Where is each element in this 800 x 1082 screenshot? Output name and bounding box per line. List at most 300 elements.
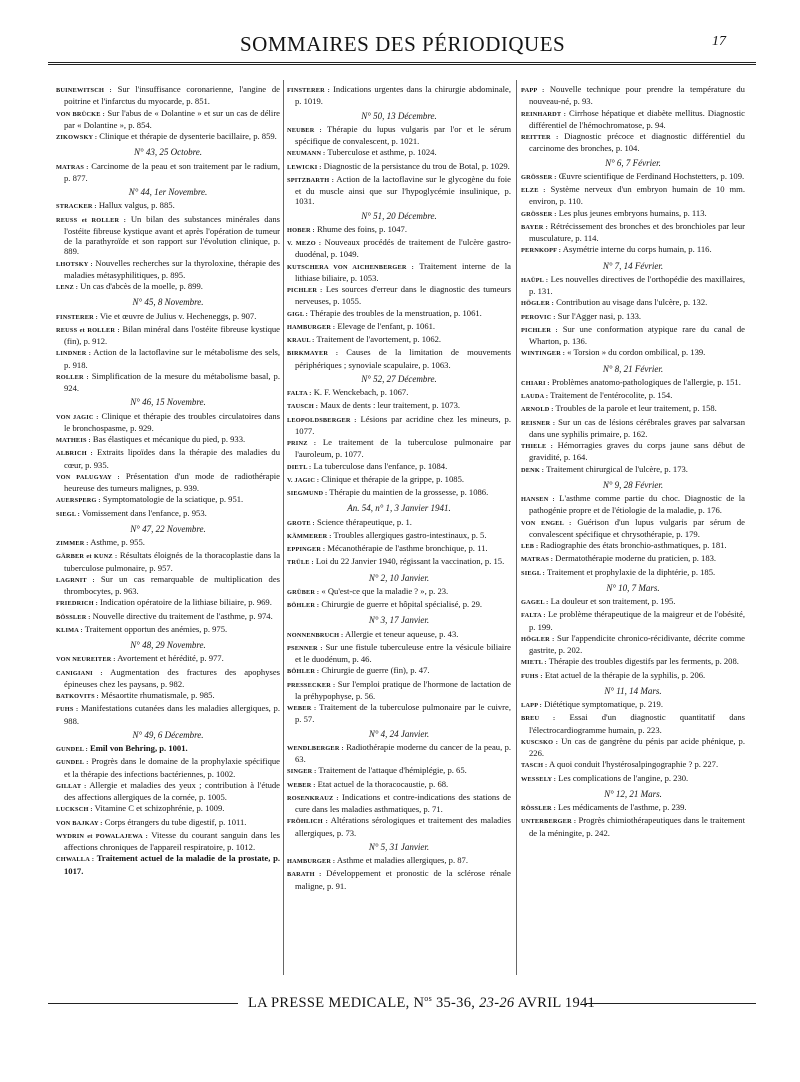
- article-entry: [521, 84, 745, 107]
- author-name: WINTINGER :: [521, 350, 566, 358]
- author-name: BIRKMAYER :: [287, 350, 339, 358]
- article-entry: [287, 161, 511, 173]
- article-title: Contribution au visage dans l'ulcère, p. 132.: [553, 297, 708, 308]
- article-title: Traitement de l'avortement, p. 1062.: [314, 334, 442, 344]
- article-title: Progrès dans le domaine de la prophylaxie spécifique et la thérapie des infections bactériennes, p. 1002.: [64, 756, 280, 779]
- article-entry: [521, 208, 745, 220]
- article-title: Vomissement dans l'enfance, p. 953.: [79, 507, 207, 518]
- article-title: La tuberculose dans l'enfance, p. 1084.: [311, 460, 448, 471]
- author-name: BAYER :: [521, 223, 548, 231]
- article-title: Causes de la limitation de mouvements périphériques ; synoviale scapulaire, p. 1063.: [295, 347, 511, 370]
- article-title: Vitesse du courant sanguin dans les affections chroniques de l'appareil respiratoire, p. 1012.: [64, 829, 280, 852]
- article-entry: [56, 743, 280, 755]
- author-name: LAPP :: [521, 702, 542, 709]
- author-name: EPPINGER :: [287, 546, 326, 553]
- article-title: Les plus jeunes embryons humains, p. 113.: [556, 207, 707, 218]
- article-entry: [287, 868, 511, 891]
- article-entry: [521, 802, 745, 814]
- author-name: SIEGL :: [521, 569, 545, 577]
- article-entry: [287, 599, 511, 611]
- article-title: Nouvelle technique pour prendre la température du nouveau-né, p. 93.: [529, 84, 745, 107]
- author-name: HÖGLER :: [521, 635, 555, 643]
- author-name: REITTER :: [521, 134, 559, 141]
- article-title: Maux de dents : leur traitement, p. 1073.: [318, 400, 461, 411]
- article-title: Chirurgie de guerre (fin), p. 47.: [319, 665, 430, 676]
- article-title: Sur l'insuffisance coronarienne, l'angine de poitrine et l'infarctus du myocarde, p. 851.: [64, 84, 280, 107]
- author-name: DIETL :: [287, 463, 312, 471]
- issue-heading: N° 48, 29 Novembre.: [130, 640, 206, 650]
- author-name: VON BAJKAY :: [56, 819, 103, 827]
- article-title: Traitement opportun des anémies, p. 975.: [82, 623, 228, 634]
- article-title: Traitement de la tuberculose pulmonaire par le cuivre, p. 57.: [295, 702, 512, 725]
- article-title: Loi du 22 Janvier 1940, régissant la vaccination, p. 15.: [313, 556, 505, 567]
- article-entry: [287, 530, 511, 542]
- article-title: Asymétrie interne du corps humain, p. 116.: [561, 244, 712, 255]
- author-name: LUCKSCH :: [56, 806, 93, 814]
- article-title: Nouvelles recherches sur la thyroloxine, thérapie des maladies métasyphilitiques, p. 895.: [64, 257, 280, 280]
- author-name: ZIKOWSKY :: [56, 134, 98, 141]
- article-title: Sur l'emploi pratique de l'hormone de lactation de la préhypophyse, p. 56.: [295, 678, 512, 701]
- article-title: Les sources d'erreur dans le diagnostic des tumeurs nerveuses, p. 1055.: [295, 284, 511, 307]
- author-name: GRÖSSER :: [521, 210, 557, 218]
- author-name: BARATH :: [287, 871, 322, 879]
- author-name: AUERSPERG :: [56, 497, 101, 505]
- article-title: Bilan minéral dans l'ostéite fibreuse kystique (fin), p. 912.: [64, 323, 280, 346]
- issue-heading: N° 46, 15 Novembre.: [130, 397, 206, 408]
- author-name: LEWICKI :: [287, 163, 322, 171]
- article-entry: [56, 690, 280, 702]
- article-title: Rhume des foins, p. 1047.: [314, 223, 407, 234]
- article-entry: [287, 702, 511, 725]
- article-entry: [287, 742, 511, 765]
- article-entry: [56, 447, 280, 470]
- author-name: LINDNER :: [56, 350, 92, 358]
- author-name: ALBRICH :: [56, 450, 93, 458]
- article-entry: [521, 596, 745, 608]
- article-entry: [287, 815, 511, 838]
- article-title: K. F. Wenckebach, p. 1067.: [311, 387, 409, 397]
- article-entry: [287, 629, 511, 641]
- article-entry: [56, 200, 280, 212]
- author-name: V. JAGIC :: [287, 476, 320, 484]
- article-title: Œuvre scientifique de Ferdinand Hochstetters, p. 109.: [556, 170, 745, 181]
- article-title: Sur une fistule tuberculeuse entre la vésicule biliaire et le duodénum, p. 46.: [295, 641, 511, 664]
- author-name: FUHS :: [521, 672, 543, 680]
- author-name: FUHS :: [56, 706, 79, 714]
- author-name: BÖHLER :: [287, 668, 320, 676]
- author-name: REUSS et ROLLER :: [56, 216, 127, 224]
- article-entry: [521, 403, 745, 415]
- author-name: HANSEN :: [521, 496, 555, 503]
- author-name: THIELE :: [521, 443, 553, 450]
- article-title: Simplification de la mesure du métabolisme basal, p. 924.: [64, 370, 280, 393]
- article-title: Nouvelle directive du traitement de l'asthme, p. 974.: [90, 610, 273, 621]
- issue-heading: N° 43, 25 Octobre.: [133, 147, 202, 158]
- author-name: LHOTSKY :: [56, 260, 93, 268]
- author-name: UNTERBERGER :: [521, 818, 577, 826]
- article-entry: [56, 756, 280, 779]
- article-entry: [56, 667, 280, 690]
- article-title: Progrès chimiothérapeutiques dans le traitement de la méningite, p. 242.: [529, 815, 745, 838]
- author-name: PEROVIC :: [521, 313, 556, 321]
- author-name: VON ENGEL :: [521, 519, 572, 527]
- article-entry: [287, 461, 511, 473]
- article-entry: [56, 108, 280, 131]
- article-entry: [521, 464, 745, 476]
- author-name: SIEGL :: [56, 510, 80, 518]
- author-name: VON BRÜCKE :: [56, 110, 105, 118]
- author-name: GROTE :: [287, 519, 315, 527]
- article-entry: [56, 494, 280, 506]
- article-title: Essai d'un diagnostic quantitatif dans l'électrocardiogramme humain, p. 223.: [529, 712, 745, 735]
- author-name: REISNER :: [521, 419, 556, 427]
- footer-text-main: LA PRESSE MEDICALE, N: [248, 994, 425, 1011]
- article-entry: [521, 699, 745, 711]
- article-entry: [521, 773, 745, 785]
- author-name: MIETL :: [521, 659, 547, 667]
- article-entry: [287, 437, 511, 460]
- article-title: Guérison d'un lupus vulgaris par sérum de convalescent spécifique et chrysothérapie, p. 179.: [529, 516, 745, 539]
- article-entry: [56, 624, 280, 636]
- article-entry: [56, 653, 280, 665]
- article-title: Etat actuel de la thoracocaustie, p. 68.: [315, 778, 449, 789]
- author-name: KUSCSKO :: [521, 738, 559, 746]
- article-title: Traitement actuel de la maladie de la prostate, p. 1017.: [64, 853, 280, 876]
- author-name: GIGL :: [287, 310, 308, 318]
- article-entry: [521, 244, 745, 256]
- article-entry: [56, 434, 280, 446]
- author-name: TAUSCH :: [287, 403, 319, 411]
- issue-heading: N° 49, 6 Décembre.: [132, 729, 204, 740]
- article-title: A quoi conduit l'hystérosalpingographie ? p. 227.: [547, 759, 719, 770]
- article-entry: [56, 214, 280, 257]
- article-title: Mésaortite rhumatismale, p. 985.: [98, 690, 215, 700]
- author-name: NEUMANN :: [287, 150, 326, 158]
- article-title: L'asthme comme partie du choc. Diagnostic de la pathogénie propre et de l'étiologie de la maladie, p. 176.: [529, 493, 745, 516]
- article-entry: [287, 237, 511, 260]
- article-title: Emil von Behring, p. 1001.: [87, 743, 188, 753]
- issue-heading: N° 9, 28 Février.: [602, 479, 664, 490]
- article-entry: [521, 390, 745, 402]
- issue-heading: N° 7, 14 Février.: [602, 260, 664, 271]
- article-entry: [521, 274, 745, 297]
- article-entry: [287, 779, 511, 791]
- article-title: Le problème thérapeutique de la maigreur et de l'obésité, p. 199.: [529, 609, 745, 632]
- article-entry: [56, 597, 280, 609]
- article-entry: [521, 815, 745, 838]
- issue-heading: N° 45, 8 Novembre.: [132, 297, 204, 308]
- article-entry: [521, 324, 745, 347]
- article-entry: [287, 224, 511, 236]
- author-name: KLIMA :: [56, 626, 83, 634]
- page-number: 17: [712, 34, 726, 49]
- issue-heading: N° 51, 20 Décembre.: [361, 210, 437, 221]
- article-entry: [287, 284, 511, 307]
- article-entry: [56, 471, 280, 494]
- article-title: Traitement de l'attaque d'hémiplégie, p. 65.: [316, 765, 467, 776]
- author-name: CANIGIANI :: [56, 669, 103, 677]
- author-name: STRACKER :: [56, 203, 97, 211]
- article-title: Présentation d'un mode de radiothérapie heureuse des tumeurs malignes, p. 939.: [64, 470, 280, 493]
- author-name: VON JAGIC :: [56, 413, 99, 421]
- author-name: MATHEIS :: [56, 437, 91, 444]
- author-name: GRÖSSER :: [521, 173, 557, 181]
- author-name: WESSELY :: [521, 775, 557, 783]
- article-title: Thérapie des troubles de la menstruation, p. 1061.: [307, 307, 482, 318]
- article-title: Hallux valgus, p. 885.: [96, 200, 175, 211]
- author-name: NEUBER :: [287, 126, 322, 134]
- article-title: Sur l'Agger nasi, p. 133.: [555, 310, 642, 321]
- article-entry: [287, 855, 511, 867]
- article-title: Mécanothérapie de l'asthme bronchique, p. 11.: [325, 543, 488, 553]
- author-name: FRIEDRICH :: [56, 600, 98, 608]
- author-name: GILLAT :: [56, 782, 87, 790]
- article-entry: [287, 556, 511, 568]
- article-entry: [287, 487, 511, 499]
- article-title: Sur un cas de lésions cérébrales graves par salvarsan dans une syphilis primaire, p. 162.: [529, 416, 745, 439]
- article-title: Sur l'appendicite chronico-récidivante, décrite comme gastrite, p. 202.: [529, 632, 745, 655]
- article-entry: [287, 642, 511, 665]
- author-name: HAMBURGER :: [287, 323, 336, 331]
- article-title: Diagnostic précoce et diagnostic différentiel du carcinome des bronches, p. 104.: [529, 131, 745, 154]
- author-name: HOBER :: [287, 226, 315, 234]
- author-name: NONNENBRUCH :: [287, 631, 344, 639]
- article-title: Carcinome de la peau et son traitement par le radium, p. 877.: [64, 160, 281, 183]
- author-name: TASCH :: [521, 762, 548, 770]
- article-title: Corps étrangers du tube digestif, p. 1011.: [102, 816, 247, 827]
- article-entry: [521, 347, 745, 359]
- author-name: PICHLER :: [287, 287, 323, 294]
- article-title: Nouveaux procédés de traitement de l'ulcère gastro-duodénal, p. 1049.: [295, 237, 511, 260]
- article-entry: [56, 611, 280, 623]
- article-title: Traitement interne de la lithiase biliaire, p. 1053.: [295, 260, 511, 283]
- article-entry: [56, 508, 280, 520]
- article-entry: [56, 574, 280, 597]
- article-title: Asthme et maladies allergiques, p. 87.: [335, 855, 468, 865]
- article-entry: [287, 586, 511, 598]
- issue-heading: N° 12, 21 Mars.: [604, 788, 662, 799]
- author-name: HAÜPL :: [521, 276, 549, 284]
- article-title: Le traitement de la tuberculose pulmonaire par l'auroleum, p. 1077.: [295, 437, 511, 460]
- article-entry: [287, 665, 511, 677]
- author-name: BUINEWITSCH :: [56, 87, 112, 94]
- article-entry: [56, 281, 280, 293]
- issue-heading: N° 47, 22 Novembre.: [130, 523, 206, 534]
- article-entry: [521, 656, 745, 668]
- issue-heading: N° 4, 24 Janvier.: [368, 728, 430, 739]
- article-entry: [56, 258, 280, 281]
- header-rule: [48, 62, 756, 63]
- issue-heading: N° 10, 7 Mars.: [606, 582, 660, 593]
- article-entry: [56, 371, 280, 394]
- column-2: [287, 84, 511, 892]
- author-name: LENZ :: [56, 284, 79, 291]
- article-entry: [56, 411, 280, 434]
- article-entry: [287, 400, 511, 412]
- article-entry: [287, 347, 511, 370]
- article-title: Traitement chirurgical de l'ulcère, p. 173.: [544, 463, 688, 474]
- author-name: PRINZ :: [287, 440, 317, 447]
- article-entry: [56, 347, 280, 370]
- article-entry: [521, 440, 745, 463]
- author-name: ROSENKRAUZ :: [287, 794, 339, 802]
- issue-heading: N° 50, 13 Décembre.: [361, 110, 437, 121]
- article-entry: [287, 308, 511, 320]
- article-title: Manifestations cutanées dans les maladies allergiques, p. 988.: [64, 703, 280, 726]
- column-divider: [283, 80, 284, 975]
- article-title: Etat actuel de la thérapie de la syphilis, p. 206.: [542, 669, 706, 680]
- author-name: REUSS et ROLLER :: [56, 326, 120, 334]
- author-name: MATRAS :: [56, 163, 89, 171]
- author-name: PSENNER :: [287, 644, 323, 652]
- author-name: TRÜLE :: [287, 559, 314, 567]
- author-name: FINSTERER :: [56, 313, 98, 321]
- article-title: Développement et pronostic de la sclérose rénale maligne, p. 91.: [295, 868, 511, 891]
- article-entry: [521, 759, 745, 771]
- article-entry: [521, 417, 745, 440]
- article-entry: [521, 567, 745, 579]
- article-title: Extraits lipoïdes dans la thérapie des maladies du cœur, p. 935.: [64, 447, 280, 470]
- article-title: Thérapie du lupus vulgaris par l'or et le sérum spécifique de convalescent, p. 1021.: [295, 123, 512, 146]
- article-entry: [287, 517, 511, 529]
- article-entry: [521, 633, 745, 656]
- column-1: [56, 84, 280, 877]
- article-title: Dermatothérapie moderne du praticien, p. 183.: [553, 553, 717, 564]
- author-name: DENK :: [521, 466, 545, 474]
- article-entry: [56, 131, 280, 143]
- footer-text-num: 35-36,: [432, 994, 480, 1011]
- author-name: WENDLBERGER :: [287, 744, 344, 752]
- author-name: LEB :: [521, 543, 539, 550]
- author-name: HAMBURGER :: [287, 858, 336, 865]
- article-title: Indication opératoire de la lithiase biliaire, p. 969.: [97, 597, 272, 608]
- article-entry: [521, 297, 745, 309]
- article-title: Radiographie des états bronchio-asthmatiques, p. 181.: [538, 540, 727, 550]
- article-title: Clinique et thérapie de dysenterie bacillaire, p. 859.: [97, 131, 277, 141]
- article-entry: [56, 780, 280, 803]
- article-title: Diététique symptomatique, p. 219.: [541, 699, 663, 709]
- article-title: Problèmes anatomo-pathologiques de l'allergie, p. 151.: [549, 376, 741, 387]
- article-entry: [521, 553, 745, 565]
- author-name: WEBER :: [287, 781, 316, 789]
- footer-journal: [248, 994, 595, 1012]
- author-name: SPITZBARTH :: [287, 176, 335, 184]
- article-title: Avortement et hérédité, p. 977.: [115, 653, 224, 664]
- author-name: RÖSSLER :: [521, 805, 556, 812]
- article-title: Bas élastiques et mécanique du pied, p. 933.: [90, 434, 246, 444]
- page-footer: [0, 994, 800, 1016]
- article-entry: [56, 817, 280, 829]
- article-title: Les médicaments de l'asthme, p. 239.: [555, 802, 687, 812]
- article-entry: [287, 84, 511, 107]
- article-entry: [56, 853, 280, 876]
- footer-text-date: 23-26: [479, 994, 515, 1011]
- article-title: Lésions par acridine chez les mineurs, p. 1077.: [295, 413, 511, 436]
- article-entry: [56, 830, 280, 853]
- article-title: Rétrécissement des bronches et des bronchioles par leur musculature, p. 114.: [529, 220, 746, 243]
- article-title: Système nerveux d'un embryon humain de 10 mm. environ, p. 110.: [529, 184, 746, 207]
- article-title: Clinique et thérapie des troubles circulatoires dans le bronchospasme, p. 929.: [64, 410, 280, 433]
- issue-heading: N° 8, 21 Février.: [602, 363, 664, 374]
- author-name: FALTA :: [521, 612, 546, 620]
- article-title: Les complications de l'angine, p. 230.: [556, 772, 689, 783]
- article-entry: [521, 712, 745, 735]
- article-entry: [287, 543, 511, 555]
- article-entry: [56, 550, 280, 573]
- author-name: PAPP :: [521, 87, 545, 94]
- author-name: GUNDEL :: [56, 746, 88, 753]
- article-entry: [56, 803, 280, 815]
- article-entry: [56, 84, 280, 107]
- article-title: Un bilan des substances minérales dans l'ostéite fibreuse kystique avant et après l'opération de tumeur de la parathyroïde et son rapport sur l'évolution clinique, p. 889.: [64, 213, 280, 257]
- issue-heading: An. 54, n° 1, 3 Janvier 1941.: [347, 503, 451, 514]
- article-title: Asthme, p. 955.: [88, 537, 145, 547]
- article-title: Science thérapeutique, p. 1.: [314, 516, 412, 527]
- issue-heading: N° 6, 7 Février.: [605, 157, 661, 168]
- article-title: Diagnostic de la persistance du trou de Botal, p. 1029.: [321, 160, 510, 171]
- footer-text-sup: os: [424, 994, 433, 1003]
- article-entry: [56, 537, 280, 549]
- article-entry: [287, 261, 511, 284]
- article-entry: [56, 311, 280, 323]
- article-entry: [287, 387, 511, 399]
- article-title: Traitement et prophylaxie de la diphtérie, p. 185.: [544, 566, 716, 577]
- author-name: PICHLER :: [521, 326, 558, 334]
- author-name: PRESSECKER :: [287, 681, 336, 689]
- article-title: Action de la lactoflavine sur le métabolisme des sels, p. 918.: [64, 347, 280, 370]
- article-title: Vitamine C et schizophrénie, p. 1009.: [92, 803, 225, 814]
- article-title: Troubles allergiques gastro-intestinaux, p. 5.: [331, 529, 487, 540]
- article-title: « Qu'est-ce que la maladie ? », p. 23.: [319, 585, 449, 596]
- article-title: Thérapie des troubles digestifs par les ferments, p. 208.: [546, 656, 739, 667]
- article-title: La douleur et son traitement, p. 195.: [548, 596, 676, 606]
- author-name: MATRAS :: [521, 556, 554, 564]
- article-entry: [287, 334, 511, 346]
- author-name: FALTA :: [287, 390, 312, 397]
- article-entry: [287, 679, 511, 702]
- article-entry: [287, 147, 511, 159]
- article-title: Allergie et teneur aqueuse, p. 43.: [343, 628, 459, 639]
- article-entry: [521, 311, 745, 323]
- author-name: GRÜBER :: [287, 588, 320, 596]
- issue-heading: N° 3, 17 Janvier.: [368, 615, 430, 626]
- article-title: Traitement de l'entérocolite, p. 154.: [548, 390, 673, 400]
- article-entry: [287, 414, 511, 437]
- article-title: Allergie et maladies des yeux ; contribution à l'étude des affections allergiques de la cornée, p. 1005.: [64, 779, 280, 802]
- author-name: BÖSSLER :: [56, 613, 91, 621]
- author-name: BREU :: [521, 715, 556, 723]
- issue-heading: N° 44, 1er Novembre.: [128, 187, 208, 197]
- author-name: PERNKOPF :: [521, 247, 562, 255]
- article-title: Elevage de l'enfant, p. 1061.: [335, 320, 436, 331]
- article-title: Troubles de la parole et leur traitement, p. 158.: [553, 403, 717, 414]
- article-entry: [287, 792, 511, 815]
- page-title: SOMMAIRES DES PÉRIODIQUES: [240, 32, 566, 56]
- author-name: REINHARDT :: [521, 110, 567, 118]
- author-name: KRAUL :: [287, 337, 315, 344]
- author-name: GUNDEL :: [56, 759, 89, 767]
- author-name: VON NEUREITER :: [56, 656, 116, 664]
- article-entry: [287, 321, 511, 333]
- issue-heading: N° 52, 27 Décembre.: [361, 373, 437, 384]
- author-name: CHIARI :: [521, 379, 550, 387]
- article-entry: [521, 221, 745, 244]
- article-entry: [521, 517, 745, 540]
- article-title: Résultats éloignés de la thoracoplastie dans la tuberculose pulmonaire, p. 957.: [64, 550, 281, 573]
- article-title: Symptomatologie de la sciatique, p. 951.: [100, 494, 244, 505]
- article-entry: [521, 184, 745, 207]
- author-name: KÄMMERER :: [287, 532, 332, 540]
